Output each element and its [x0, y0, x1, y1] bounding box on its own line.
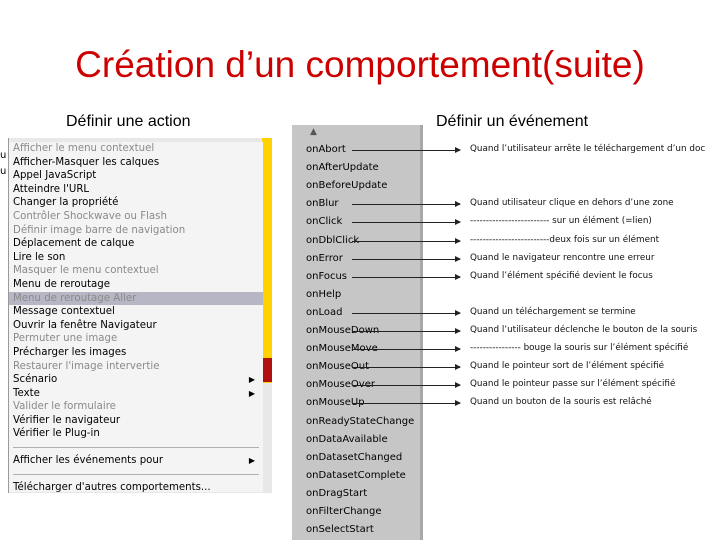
- event-item[interactable]: onMouseMove: [306, 343, 378, 355]
- menu-item[interactable]: [9, 183, 263, 197]
- event-item[interactable]: onDragStart: [306, 487, 368, 499]
- event-item[interactable]: onLoad: [306, 306, 343, 318]
- event-description: Quand l’utilisateur déclenche le bouton de la souris: [470, 325, 698, 335]
- event-item[interactable]: onBeforeUpdate: [306, 180, 388, 192]
- menu-item[interactable]: [9, 332, 263, 346]
- event-item[interactable]: onMouseOut: [306, 361, 370, 373]
- menu-item[interactable]: [9, 414, 263, 428]
- event-item[interactable]: onFocus: [306, 270, 348, 282]
- menu-item[interactable]: [9, 292, 263, 306]
- event-item[interactable]: onReadyStateChange: [306, 415, 415, 427]
- menu-item[interactable]: [9, 169, 263, 183]
- event-item[interactable]: onDatasetChanged: [306, 451, 403, 463]
- menu-item-label: Texte: [13, 387, 40, 399]
- menu-item-label: Permuter une image: [13, 333, 118, 345]
- event-description: Quand l’élément spécifié devient le focus: [470, 270, 653, 281]
- menu-item[interactable]: [9, 210, 263, 224]
- action-heading: Définir une action: [66, 113, 191, 130]
- event-heading: Définir un événement: [436, 113, 589, 130]
- menu-item-label: Message contextuel: [13, 306, 115, 318]
- menu-item-label: Afficher-Masquer les calques: [13, 156, 160, 168]
- event-description: Quand le navigateur rencontre une erreur: [470, 252, 655, 263]
- menu-item[interactable]: [9, 427, 263, 441]
- menu-item[interactable]: [9, 142, 263, 156]
- menu-item[interactable]: [9, 346, 263, 360]
- event-description: Quand un bouton de la souris est relâché: [470, 397, 652, 408]
- connector-arrow: [352, 367, 460, 368]
- menu-item-label: Précharger les images: [13, 346, 127, 358]
- menu-separator: [13, 447, 259, 448]
- menu-item-label: Menu de reroutage Aller: [13, 292, 137, 304]
- connector-arrow: [352, 349, 460, 350]
- event-item[interactable]: onAfterUpdate: [306, 162, 379, 174]
- event-item[interactable]: onDatasetComplete: [306, 469, 406, 481]
- background-glyph: u: [0, 150, 7, 161]
- event-item[interactable]: onClick: [306, 216, 343, 228]
- event-item[interactable]: onFilterChange: [306, 506, 382, 517]
- menu-item[interactable]: [9, 400, 263, 414]
- event-item[interactable]: onMouseDown: [306, 325, 380, 336]
- menu-item[interactable]: [9, 196, 263, 210]
- menu-item-label: Télécharger d'autres comportements...: [13, 481, 211, 493]
- menu-item-label: Scénario: [13, 374, 58, 386]
- connector-arrow: [352, 259, 460, 260]
- action-menu: [8, 142, 263, 492]
- submenu-arrow-icon: ▶: [248, 375, 255, 385]
- menu-separator: [13, 474, 259, 475]
- menu-item[interactable]: [9, 373, 263, 387]
- menu-item[interactable]: [9, 305, 263, 319]
- menu-item-label: Lire le son: [13, 251, 66, 263]
- menu-item[interactable]: [9, 237, 263, 251]
- event-item[interactable]: onDataAvailable: [306, 433, 388, 445]
- connector-arrow: [352, 385, 460, 386]
- menu-item-label: Changer la propriété: [13, 197, 119, 209]
- event-description: Quand un téléchargement se termine: [470, 306, 636, 317]
- menu-item-label: Contrôler Shockwave ou Flash: [13, 210, 167, 222]
- event-description: -------------------------deux fois sur un élément: [470, 234, 660, 245]
- event-description: ------------------------- sur un élément (=lien): [470, 216, 652, 227]
- menu-item-label: Afficher les événements pour: [13, 455, 164, 467]
- menu-item[interactable]: [9, 264, 263, 278]
- menu-item[interactable]: [9, 278, 263, 292]
- menu-item-label: Définir image barre de navigation: [13, 224, 186, 236]
- event-item[interactable]: onSelectStart: [306, 524, 374, 536]
- event-item[interactable]: onMouseUp: [306, 397, 365, 409]
- event-item[interactable]: onAbort: [306, 144, 346, 155]
- menu-item-label: Masquer le menu contextuel: [13, 265, 159, 277]
- event-item[interactable]: onError: [306, 252, 343, 264]
- menu-item-label: Appel JavaScript: [13, 170, 97, 182]
- menu-item[interactable]: [9, 360, 263, 374]
- window-edge-red: [262, 358, 272, 382]
- event-description: Quand le pointeur passe sur l’élément spécifié: [470, 379, 676, 390]
- menu-item-label: Déplacement de calque: [13, 238, 135, 250]
- event-description: Quand l’utilisateur arrête le téléchargement d’un doc: [470, 144, 706, 154]
- events-scrollbar[interactable]: [420, 125, 423, 540]
- menu-item-label: Vérifier le navigateur: [13, 414, 121, 426]
- event-item[interactable]: onBlur: [306, 198, 339, 210]
- event-item[interactable]: onHelp: [306, 288, 342, 300]
- connector-arrow: [352, 403, 460, 404]
- menu-item-label: Atteindre l'URL: [13, 183, 90, 195]
- submenu-arrow-icon: ▶: [248, 388, 255, 398]
- event-description: Quand le pointeur sort de l’élément spécifié: [470, 361, 665, 372]
- connector-arrow: [352, 150, 460, 151]
- event-description: ---------------- bouge la souris sur l’élément spécifié: [470, 343, 689, 354]
- events-list: [292, 125, 423, 540]
- menu-item-label: Vérifier le Plug-in: [13, 428, 100, 440]
- event-item[interactable]: onMouseOver: [306, 379, 375, 391]
- event-description: Quand utilisateur clique en dehors d’une zone: [470, 198, 674, 209]
- submenu-arrow-icon: ▶: [248, 456, 255, 466]
- connector-arrow: [352, 313, 460, 314]
- window-edge-yellow: [262, 138, 272, 383]
- menu-item[interactable]: [9, 481, 263, 495]
- menu-item-label: Afficher le menu contextuel: [13, 143, 155, 154]
- menu-item-label: Valider le formulaire: [13, 401, 116, 413]
- menu-item-label: Menu de reroutage: [13, 278, 111, 290]
- connector-arrow: [352, 277, 460, 278]
- menu-item[interactable]: [9, 319, 263, 333]
- connector-arrow: [352, 204, 460, 205]
- menu-item[interactable]: [9, 251, 263, 265]
- menu-item[interactable]: [9, 387, 263, 401]
- menu-item[interactable]: [9, 224, 263, 238]
- connector-arrow: [352, 241, 460, 242]
- menu-item[interactable]: [9, 156, 263, 170]
- connector-arrow: [352, 331, 460, 332]
- connector-arrow: [352, 222, 460, 223]
- background-glyph: u: [0, 166, 7, 177]
- menu-item-label: Restaurer l'image intervertie: [13, 360, 160, 372]
- sort-arrow-icon[interactable]: ▲: [310, 127, 317, 137]
- event-item[interactable]: onDblClick: [306, 234, 360, 246]
- menu-item[interactable]: [9, 454, 263, 468]
- slide-title: Création d’un comportement(suite): [75, 44, 645, 85]
- menu-item-label: Ouvrir la fenêtre Navigateur: [13, 319, 157, 331]
